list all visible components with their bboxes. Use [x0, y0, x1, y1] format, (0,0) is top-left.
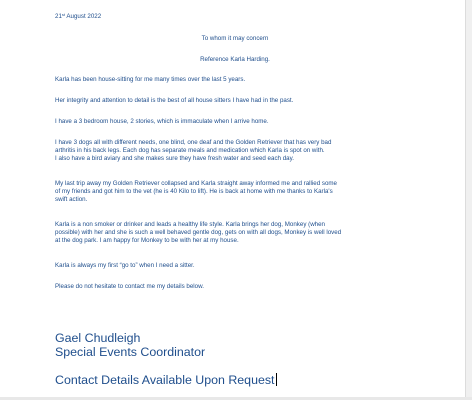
- paragraph-3: I have a 3 bedroom house, 2 stories, which is immaculate when I arrive home.: [55, 118, 269, 125]
- paragraph-4-line-1: I have 3 dogs all with different needs, one blind, one deaf and the Golden Retriever that has very bad: [55, 139, 332, 146]
- paragraph-6-line-2: possible) with her and she is such a well behaved gentle dog, gets on with all dogs, Monkey is well loved: [55, 229, 342, 236]
- paragraph-5-line-3: swift action.: [55, 196, 88, 203]
- text-cursor: [276, 373, 277, 386]
- paragraph-4-line-2: arthritis in his back legs. Each dog has separate meals and medication which Karla is spot on with.: [55, 147, 325, 154]
- paragraph-2: Her integrity and attention to detail is the best of all house sitters I have had in the past.: [55, 97, 294, 104]
- paragraph-8: Please do not hesitate to contact me my details below.: [55, 283, 204, 290]
- paragraph-5-line-2: of my friends and got him to the vet (he is 40 Kilo to lift). He is back at home with me thanks to Karla's: [55, 188, 333, 195]
- date-day: 21: [55, 13, 62, 20]
- reference-line: Reference Karla Harding.: [200, 56, 270, 63]
- letter-date: [55, 13, 455, 21]
- paragraph-6-line-1: Karla is a non smoker or drinker and leads a healthy life style. Karla brings her dog, Monkey (when: [55, 221, 325, 228]
- paragraph-1: Karla has been house-sitting for me many times over the last 5 years.: [55, 76, 246, 83]
- paragraph-4-line-3: I also have a bird aviary and she makes sure they have fresh water and seed each day.: [55, 155, 294, 162]
- signature-name: Gael Chudleigh: [55, 331, 141, 345]
- signature-title: Special Events Coordinator: [55, 345, 206, 359]
- salutation: To whom it may concern: [201, 35, 269, 42]
- paragraph-7: Karla is always my first “go to” when I need a sitter.: [55, 262, 195, 269]
- contact-line[interactable]: [55, 373, 277, 387]
- date-suffix: st: [61, 12, 66, 17]
- paragraph-5-line-1: My last trip away my Golden Retriever collapsed and Karla straight away informed me and rallied some: [55, 180, 337, 187]
- contact-text: Contact Details Available Upon Request: [55, 373, 275, 387]
- page-edge-right: [465, 0, 472, 400]
- date-rest: August 2022: [66, 13, 102, 20]
- paragraph-6-line-3: at the dog park. I am happy for Monkey to be with her at my house.: [55, 237, 239, 244]
